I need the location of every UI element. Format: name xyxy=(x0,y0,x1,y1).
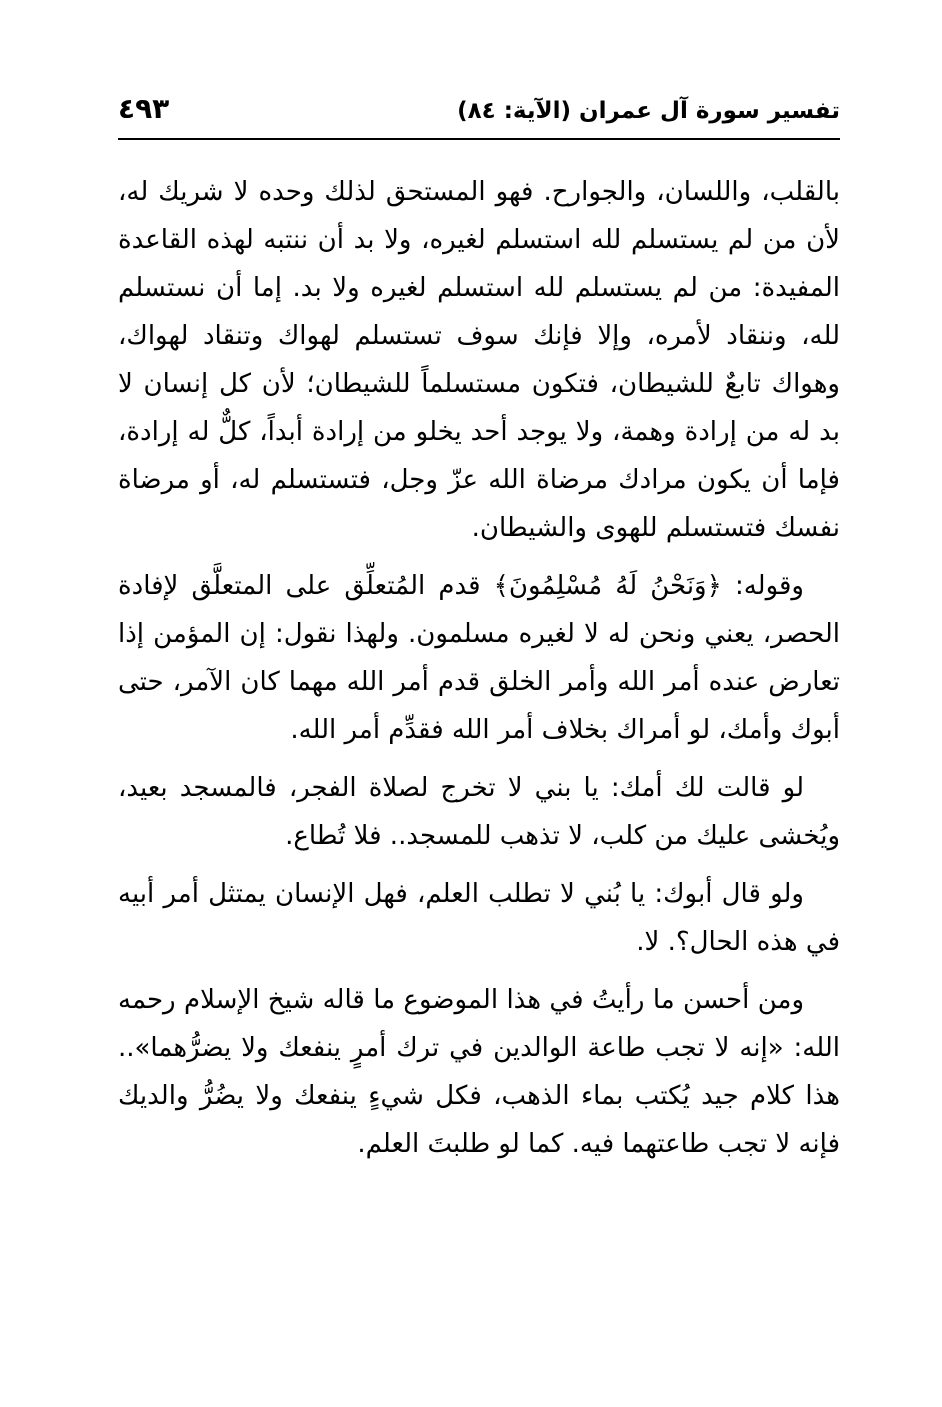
running-title: تفسير سورة آل عمران (الآية: ٨٤) xyxy=(457,98,840,124)
paragraph-5: ومن أحسن ما رأيتُ في هذا الموضوع ما قاله شيخ الإسلام رحمه الله: «إنه لا تجب طاعة الوالدين في ترك أمرٍ ينفعك ولا يضرُّهما».. هذا كلام جيد يُكتب بماء الذهب، فكل شيءٍ ينفعك ولا يضُرُّ والديك فإنه لا تجب طاعتهما فيه. كما لو طلبتَ العلم. xyxy=(118,985,840,1159)
page-number: ٤٩٣ xyxy=(118,92,170,125)
page-header xyxy=(118,92,840,132)
body-text xyxy=(118,168,840,1178)
paragraph-2: وقوله: ﴿وَنَحْنُ لَهُ مُسْلِمُونَ﴾ قدم المُتعلِّق على المتعلَّق لإفادة الحصر، يعني ونحن له لا لغيره مسلمون. ولهذا نقول: إن المؤمن إذا تعارض عنده أمر الله وأمر الخلق قدم أمر الله مهما كان الآمر، حتى أبوك وأمك، لو أمراك بخلاف أمر الله فقدِّم أمر الله. xyxy=(118,571,840,745)
paragraph-4: ولو قال أبوك: يا بُني لا تطلب العلم، فهل الإنسان يمتثل أمر أبيه في هذه الحال؟. لا. xyxy=(118,879,840,957)
paragraph-3: لو قالت لك أمك: يا بني لا تخرج لصلاة الفجر، فالمسجد بعيد، ويُخشى عليك من كلب، لا تذهب للمسجد.. فلا تُطاع. xyxy=(118,773,840,851)
paragraph-1: بالقلب، واللسان، والجوارح. فهو المستحق لذلك وحده لا شريك له، لأن من لم يستسلم لله استسلم لغيره، ولا بد أن ننتبه لهذه القاعدة المفيدة: من لم يستسلم لله استسلم لغيره ولا بد. إما أن نستسلم لله، وننقاد لأمره، وإلا فإنك سوف تستسلم لهواك وتنقاد لهواك، وهواك تابعٌ للشيطان، فتكون مستسلماً للشيطان؛ لأن كل إنسان لا بد له من إرادة وهمة، ولا يوجد أحد يخلو من إرادة أبداً، كلٌّ له إرادة، فإما أن يكون مرادك مرضاة الله عزّ وجل، فتستسلم له، أو مرضاة نفسك فتستسلم للهوى والشيطان. xyxy=(118,177,840,543)
header-divider xyxy=(118,138,840,140)
